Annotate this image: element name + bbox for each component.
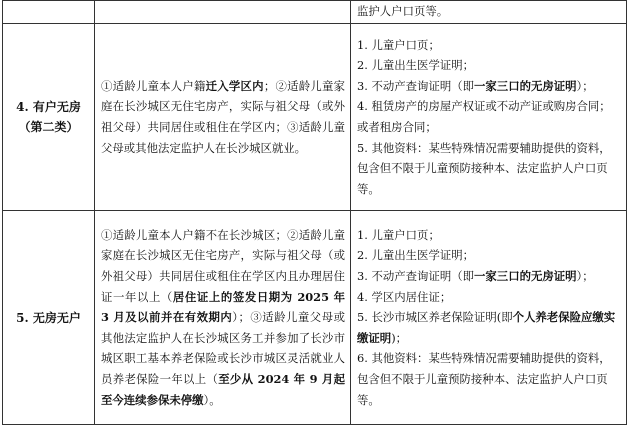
body-text: 3. 不动产查询证明（即 <box>357 269 475 284</box>
emphasis-text: 一家三口的无房证明 <box>474 78 577 93</box>
body-text: )； <box>391 330 408 345</box>
category-label: 4. 有户无房 <box>16 100 81 114</box>
category-cell <box>3 1 95 24</box>
conditions-cell <box>95 211 351 425</box>
body-text: ；②适龄儿童家庭在长沙城区无住宅房产，实际与祖父母（或外祖父母）共同居住或租住在学区内；③适龄儿童父母或其他法定监护人在长沙城区就业。 <box>101 78 345 155</box>
body-text: 1. 儿童户口页； <box>357 227 440 242</box>
document-item <box>357 307 622 348</box>
conditions-text <box>101 225 345 410</box>
document-item <box>357 348 622 410</box>
body-text: 5. 其他资料：某些特殊情况需要辅助提供的资料，包含但不限于儿童预防接种本、法定监护人户口页等。 <box>357 140 611 196</box>
category-cell <box>3 211 95 425</box>
body-text: ①适龄儿童本人户籍不在长沙城区；②适龄儿童家庭在长沙城区无住宅房产，实际与祖父母（或外祖父母）共同居住或租住在学区内且办理居住证一年以上（ <box>101 227 345 304</box>
document-item <box>357 35 622 56</box>
table-row <box>3 1 627 24</box>
category-label: 5. 无房无户 <box>16 310 81 325</box>
category-sublabel: （第二类） <box>18 120 79 134</box>
enrollment-requirements-table <box>2 0 627 425</box>
documents-tail-text: 监护人户口页等。 <box>357 4 449 18</box>
body-text: ）； <box>576 78 594 93</box>
documents-cell <box>351 1 627 24</box>
emphasis-text: 迁入学区内 <box>205 78 264 93</box>
emphasis-text: 居住证上的签发日期为 2025 年 3 月及以前并在有效期内 <box>101 289 345 325</box>
documents-list <box>357 225 622 410</box>
body-text: ①适龄儿童本人户籍 <box>101 78 206 93</box>
document-item <box>357 245 622 266</box>
body-text: 1. 儿童户口页； <box>357 37 440 52</box>
document-item <box>357 76 622 97</box>
body-text: 5. 长沙市城区养老保险证明(即 <box>357 310 513 325</box>
emphasis-text: 一家三口的无房证明 <box>474 269 577 284</box>
body-text: 4. 租赁房产的房屋产权证或不动产证或购房合同；或者租房合同； <box>357 99 611 134</box>
conditions-cell <box>95 24 351 211</box>
documents-cell <box>351 24 627 211</box>
table-row <box>3 24 627 211</box>
document-item <box>357 96 622 137</box>
body-text: 3. 不动产查询证明（即 <box>357 78 475 93</box>
document-item <box>357 225 622 246</box>
conditions-cell <box>95 1 351 24</box>
body-text: ）。 <box>203 392 221 407</box>
category-cell <box>3 24 95 211</box>
document-item <box>357 266 622 287</box>
body-text: ）； <box>576 269 594 284</box>
body-text: 6. 其他资料：某些特殊情况需要辅助提供的资料，包含但不限于儿童预防接种本、法定监护人户口页等。 <box>357 351 611 407</box>
body-text: 4. 学区内居住证； <box>357 289 452 304</box>
document-item <box>357 287 622 308</box>
documents-list <box>357 35 622 200</box>
emphasis-text: 个人养老保险应缴实缴证明 <box>357 310 616 345</box>
body-text: ）；③适龄儿童父母或其他法定监护人在长沙城区务工并参加了长沙市城区职工基本养老保险或长沙市城区灵活就业人员养老保险一年以上（ <box>101 310 345 386</box>
body-text: 2. 儿童出生医学证明； <box>357 248 475 263</box>
document-item <box>357 138 622 200</box>
conditions-text <box>101 76 345 158</box>
documents-cell <box>351 211 627 425</box>
document-item <box>357 55 622 76</box>
body-text: 2. 儿童出生医学证明； <box>357 58 475 73</box>
emphasis-text: 至少从 2024 年 9 月起至今连续参保未停缴 <box>101 371 345 407</box>
table-row <box>3 211 627 425</box>
